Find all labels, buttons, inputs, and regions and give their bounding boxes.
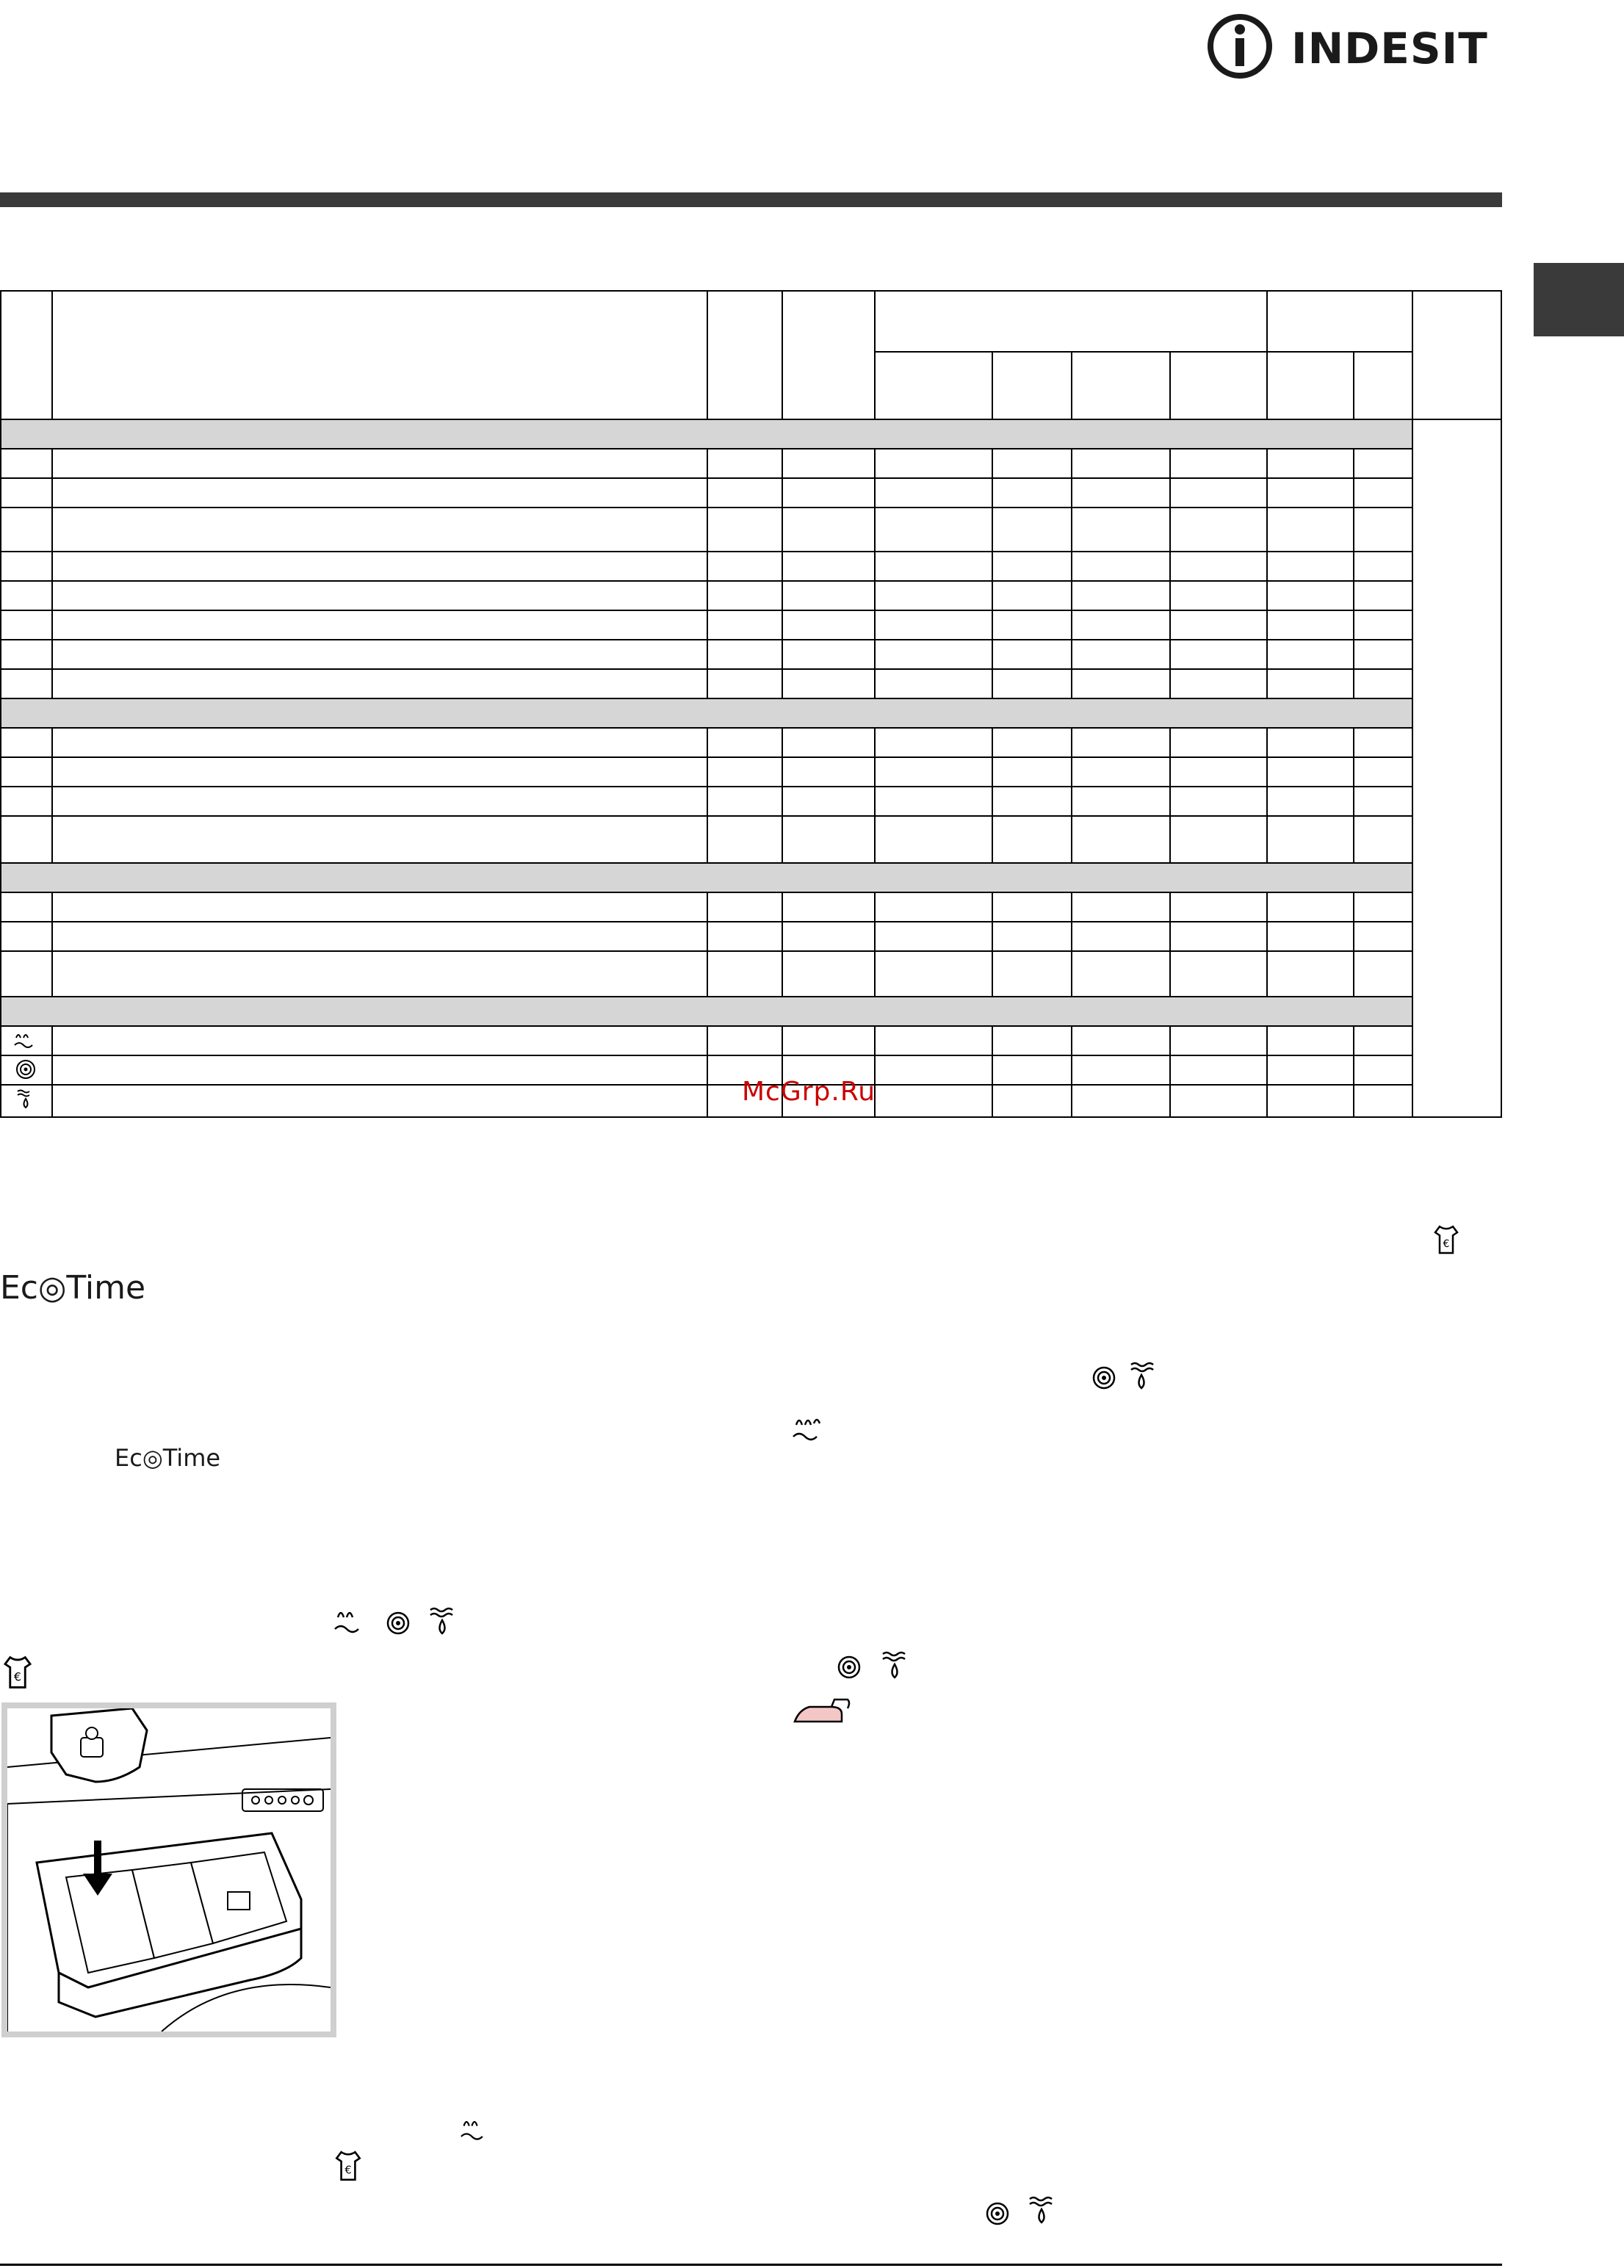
prewash-icon bbox=[332, 1606, 367, 1639]
detergent-drawer-illustration bbox=[1, 1702, 336, 2037]
section-band bbox=[1, 997, 1412, 1025]
language-side-tab bbox=[1534, 263, 1624, 336]
drain-icon bbox=[1025, 2195, 1058, 2230]
footer-rule bbox=[0, 2264, 1502, 2266]
easy-iron-icon bbox=[790, 1698, 853, 1727]
spin-icon bbox=[383, 1608, 413, 1638]
detergent-drawer-drawing bbox=[7, 1708, 331, 2032]
svg-text:€: € bbox=[344, 2164, 352, 2177]
ecotime-label-small: Ec◎Time bbox=[115, 1444, 221, 1472]
spin-icon bbox=[834, 1653, 864, 1682]
eco-tshirt-icon bbox=[1432, 1224, 1460, 1256]
drain-icon bbox=[878, 1650, 911, 1685]
spin-icon bbox=[1090, 1363, 1118, 1393]
brand-name: INDESIT bbox=[1291, 24, 1488, 73]
svg-text:€: € bbox=[1443, 1238, 1450, 1250]
drain-icon bbox=[12, 1088, 40, 1110]
spin-icon bbox=[12, 1058, 40, 1080]
ecotime-label: Ec◎Time bbox=[0, 1269, 146, 1307]
programmes-table bbox=[0, 290, 1502, 1118]
section-band bbox=[1, 420, 1412, 448]
eco-tshirt-icon bbox=[1, 1654, 34, 1691]
watermark: McGrp.Ru bbox=[742, 1077, 876, 1107]
spin-icon bbox=[983, 2199, 1012, 2228]
header-rule bbox=[0, 192, 1502, 207]
eco-tshirt-icon bbox=[333, 2149, 363, 2183]
prewash-icon bbox=[458, 2115, 491, 2143]
prewash-icon bbox=[12, 1029, 40, 1051]
section-band bbox=[1, 699, 1412, 727]
svg-text:€: € bbox=[13, 1669, 22, 1684]
prewash-icon bbox=[790, 1413, 826, 1444]
drain-icon bbox=[426, 1606, 458, 1641]
drain-icon bbox=[1127, 1360, 1156, 1394]
indesit-logo-icon bbox=[1205, 13, 1285, 79]
section-band bbox=[1, 864, 1412, 892]
brand-logo bbox=[1205, 13, 1498, 79]
